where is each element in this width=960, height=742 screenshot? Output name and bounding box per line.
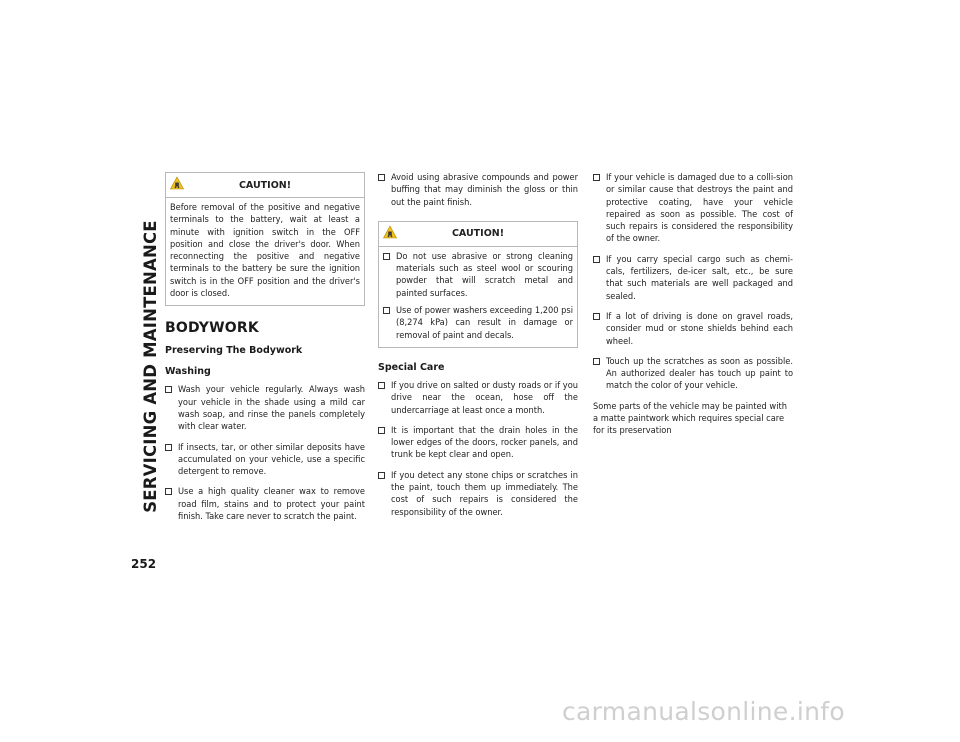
list-item: If a lot of driving is done on gravel roads, consider mud or stone shields behind each wheel. <box>593 311 793 348</box>
list-item: Avoid using abrasive compounds and power buffing that may diminish the gloss or thin out the paint finish. <box>378 172 578 209</box>
list-item: If your vehicle is damaged due to a colli-sion or similar cause that destroys the paint and protective coating, have your vehicle repaired as soon as possible. The cost of such repairs is considered the responsibility of the owner. <box>593 172 793 246</box>
column-1 <box>165 172 365 531</box>
caution-body <box>166 198 364 305</box>
list-item: If you drive on salted or dusty roads or if you drive near the ocean, hose off the undercarriage at least once a month. <box>378 380 578 417</box>
chapter-title: SERVICING AND MAINTENANCE <box>140 219 160 513</box>
washing-list <box>165 384 365 523</box>
list-item: Use of power washers exceeding 1,200 psi (8,274 kPa) can result in damage or removal of paint and decals. <box>383 305 573 342</box>
caution-box-cleaning <box>378 221 578 348</box>
minor-heading-washing: Washing <box>165 366 211 378</box>
checkbox-bullet-icon <box>165 488 172 495</box>
caution-body <box>379 247 577 347</box>
sub-heading-preserving: Preserving The Bodywork <box>165 345 303 357</box>
damage-list <box>593 172 793 393</box>
checkbox-bullet-icon <box>378 174 385 181</box>
checkbox-bullet-icon <box>593 256 600 263</box>
caution-header <box>166 173 364 198</box>
list-item: It is important that the drain holes in the lower edges of the doors, rocker panels, and trunk be kept clear and open. <box>378 425 578 462</box>
caution-title: CAUTION! <box>451 228 505 240</box>
checkbox-bullet-icon <box>165 444 172 451</box>
caution-box-battery <box>165 172 365 306</box>
checkbox-bullet-icon <box>593 313 600 320</box>
checkbox-bullet-icon <box>383 253 390 260</box>
list-item: If insects, tar, or other similar deposits have accumulated on your vehicle, use a specific detergent to remove. <box>165 442 365 479</box>
list-item: If you carry special cargo such as chemi-cals, fertilizers, de-icer salt, etc., be sure that such materials are well packaged and sealed. <box>593 254 793 303</box>
checkbox-bullet-icon <box>378 382 385 389</box>
checkbox-bullet-icon <box>593 174 600 181</box>
watermark: carmanualsonline.info <box>562 697 845 726</box>
matte-paint-paragraph: Some parts of the vehicle may be painted with a matte paintwork which requires special care for its preservation <box>593 400 787 437</box>
list-item: Do not use abrasive or strong cleaning materials such as steel wool or scouring powder that will scratch metal and painted surfaces. <box>383 251 573 300</box>
warning-triangle-icon <box>383 225 397 239</box>
checkbox-bullet-icon <box>165 386 172 393</box>
checkbox-bullet-icon <box>593 358 600 365</box>
checkbox-bullet-icon <box>378 427 385 434</box>
special-care-list <box>378 380 578 519</box>
page-number: 252 <box>131 557 157 571</box>
section-heading-bodywork: BODYWORK <box>165 320 259 337</box>
checkbox-bullet-icon <box>378 472 385 479</box>
checkbox-bullet-icon <box>383 307 390 314</box>
caution-text: Before removal of the positive and negative terminals to the battery, wait at least a minute with ignition switch in the OFF position and close the driver's door. When reconnecting the positive and negative terminals to the battery be sure the ignition switch is in the OFF position and the driver's door is closed. <box>170 202 360 300</box>
chapter-side-tab <box>138 172 162 560</box>
warning-triangle-icon <box>170 176 184 190</box>
caution-list <box>383 251 573 342</box>
list-item: Wash your vehicle regularly. Always wash your vehicle in the shade using a mild car wash soap, and rinse the panels completely with clear water. <box>165 384 365 433</box>
caution-title: CAUTION! <box>238 179 292 191</box>
list-item: If you detect any stone chips or scratches in the paint, touch them up immediately. The cost of such repairs is considered the responsibility of the owner. <box>378 470 578 519</box>
list-item: Use a high quality cleaner wax to remove road film, stains and to protect your paint finish. Take care never to scratch the paint. <box>165 486 365 523</box>
column-2 <box>378 172 578 527</box>
caution-header <box>379 222 577 247</box>
column-3 <box>593 172 793 438</box>
minor-heading-special-care: Special Care <box>378 361 445 373</box>
avoid-list <box>378 172 578 209</box>
list-item: Touch up the scratches as soon as possible. An authorized dealer has touch up paint to match the color of your vehicle. <box>593 356 793 393</box>
